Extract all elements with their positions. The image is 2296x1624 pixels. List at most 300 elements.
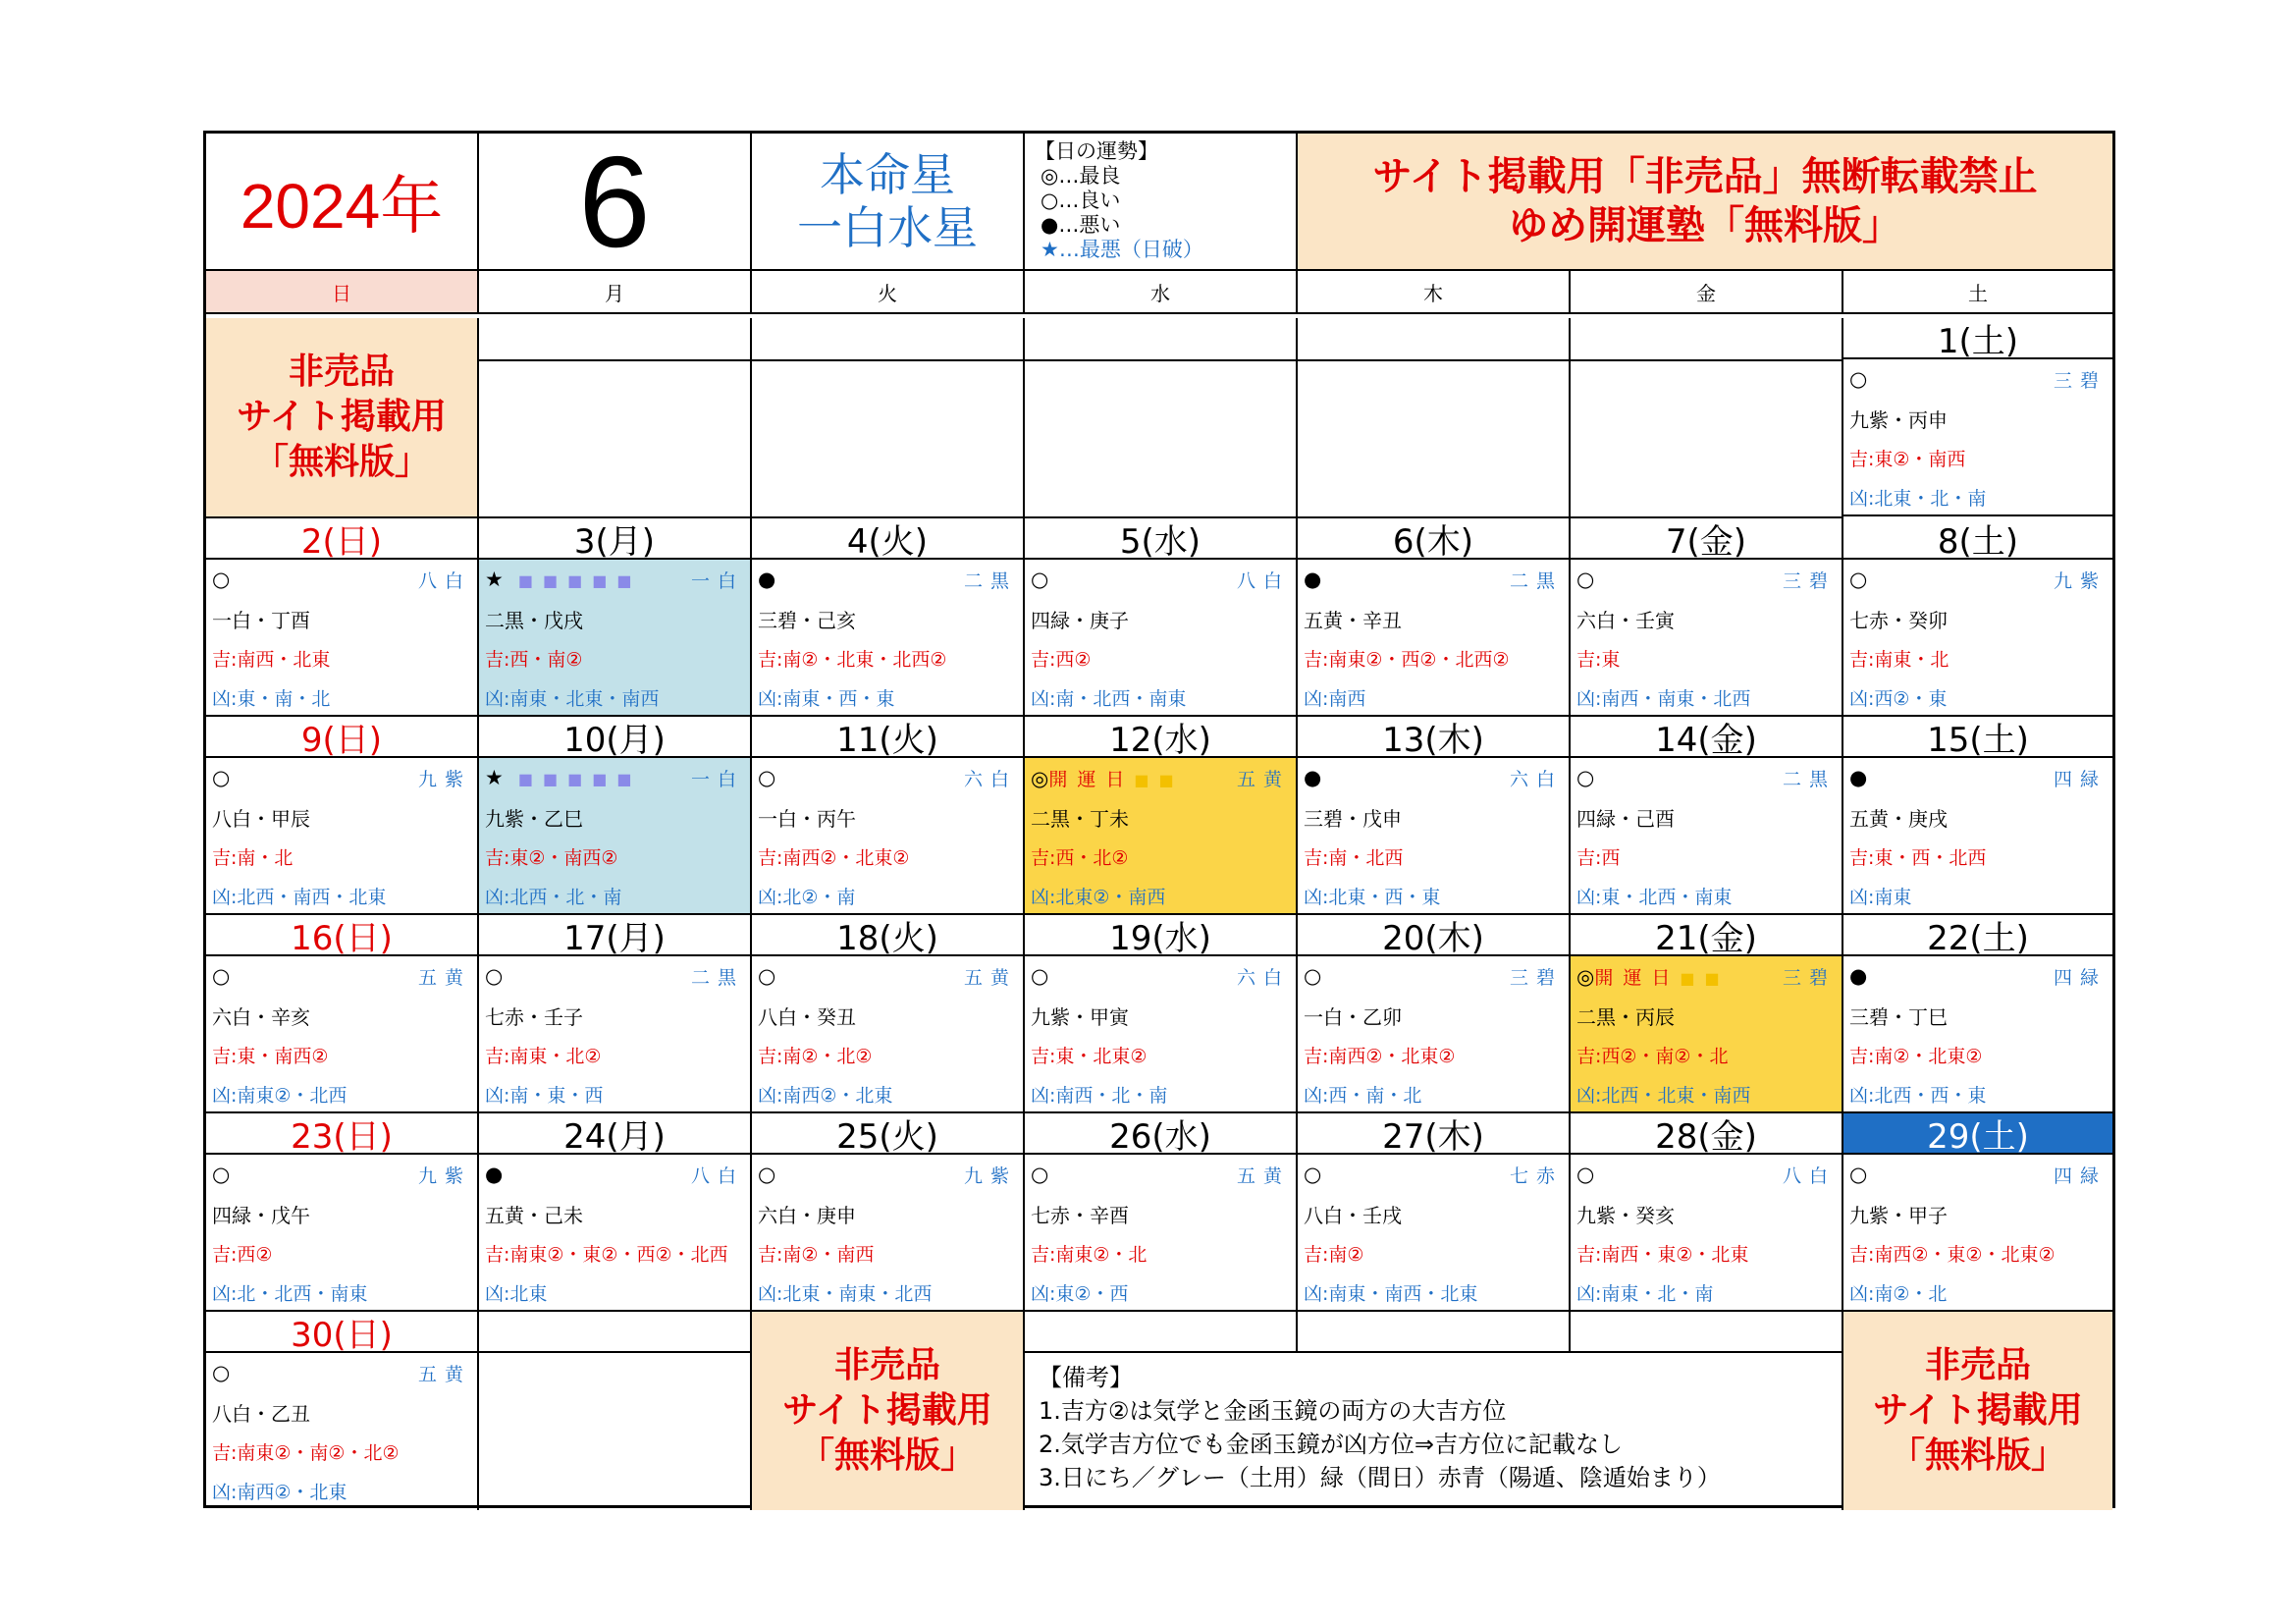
unlucky-direction: 凶:南東 bbox=[1849, 886, 1912, 908]
weekday-header bbox=[1025, 271, 1298, 314]
fortune-mark: ○ bbox=[1849, 1163, 1868, 1186]
date-header bbox=[1843, 1113, 2112, 1155]
weekday-label: 水 bbox=[1150, 281, 1170, 305]
unlucky-direction-row bbox=[212, 1272, 471, 1312]
fortune-mark: ◎ bbox=[1576, 964, 1595, 989]
lucky-direction-row bbox=[758, 837, 1017, 876]
date-header bbox=[1298, 1113, 1571, 1155]
unlucky-direction: 凶:南西 bbox=[1304, 687, 1366, 710]
date-label: 16(日) bbox=[291, 918, 393, 956]
fortune-row bbox=[1031, 560, 1290, 599]
kyusei-star: 一白 bbox=[690, 569, 744, 592]
fortune-left bbox=[485, 1163, 503, 1186]
eto-row bbox=[485, 1194, 744, 1233]
unlucky-direction-row bbox=[1304, 1074, 1563, 1113]
fortune-mark: ● bbox=[1304, 766, 1322, 789]
unlucky-direction-row bbox=[485, 677, 744, 717]
lucky-direction-row bbox=[485, 638, 744, 677]
lucky-direction: 吉:南②・北② bbox=[758, 1045, 873, 1067]
lucky-direction-row bbox=[1849, 1233, 2107, 1272]
date-header bbox=[1843, 318, 2112, 359]
remarks-line-2: 2.気学吉方位でも金函玉鏡が凶方位⇒吉方位に記載なし bbox=[1039, 1431, 1624, 1458]
date-label: 26(水) bbox=[1109, 1116, 1211, 1155]
eto-row bbox=[1576, 1194, 1836, 1233]
eto-row bbox=[1849, 797, 2107, 837]
eto-row bbox=[758, 1194, 1017, 1233]
fortune-left bbox=[485, 568, 642, 591]
lucky-direction: 吉:南東②・北 bbox=[1031, 1243, 1148, 1266]
fortune-row bbox=[1031, 758, 1290, 797]
date-header bbox=[1298, 915, 1571, 956]
date-header bbox=[1298, 518, 1571, 560]
day-cell bbox=[1571, 758, 1843, 915]
lucky-direction: 吉:東・西・北西 bbox=[1849, 846, 1987, 869]
day-cell bbox=[752, 1155, 1025, 1312]
eto-row bbox=[1849, 599, 2107, 638]
lucky-direction: 吉:西②・南②・北 bbox=[1576, 1045, 1729, 1067]
date-label: 17(月) bbox=[563, 918, 666, 956]
lucky-direction-row bbox=[1031, 1035, 1290, 1074]
ad-line2: サイト掲載用 bbox=[237, 397, 447, 437]
eto-row bbox=[758, 599, 1017, 638]
eto-row bbox=[1031, 996, 1290, 1035]
day-cell bbox=[1298, 560, 1571, 717]
unlucky-direction-row bbox=[1304, 876, 1563, 915]
lucky-direction: 吉:南西②・北東② bbox=[758, 846, 910, 869]
empty-day-body bbox=[1025, 361, 1298, 518]
kyusei-star: 二黒 bbox=[690, 966, 744, 989]
day-cell bbox=[1298, 758, 1571, 915]
unlucky-direction: 凶:北・北西・南東 bbox=[212, 1282, 368, 1305]
unlucky-direction-row bbox=[1849, 1272, 2107, 1312]
eto-row bbox=[485, 797, 744, 837]
date-header bbox=[1843, 518, 2112, 560]
fortune-mark: ○ bbox=[1576, 568, 1595, 591]
eto-label: 八白・壬戌 bbox=[1304, 1203, 1402, 1227]
fortune-mark: ● bbox=[1304, 568, 1322, 591]
lucky-direction-row bbox=[1849, 1035, 2107, 1074]
fortune-mark: ○ bbox=[758, 964, 776, 988]
unlucky-direction-row bbox=[212, 1471, 471, 1510]
honmei-star bbox=[752, 134, 1025, 271]
eto-row bbox=[485, 996, 744, 1035]
eto-row bbox=[1031, 797, 1290, 837]
fortune-left bbox=[212, 964, 230, 988]
kyusei-star: 四緑 bbox=[2053, 768, 2107, 790]
eto-label: 九紫・乙巳 bbox=[485, 806, 583, 831]
fortune-mark: ● bbox=[1849, 766, 1868, 789]
fortune-row bbox=[212, 1155, 471, 1194]
kyusei-star: 七赤 bbox=[1509, 1164, 1563, 1187]
unlucky-direction-row bbox=[1849, 677, 2107, 717]
lucky-direction: 吉:南東・北 bbox=[1849, 648, 1949, 671]
fortune-mark: ○ bbox=[1576, 1163, 1595, 1186]
date-label: 13(木) bbox=[1382, 720, 1484, 758]
date-header bbox=[1571, 717, 1843, 758]
kyusei-star: 四緑 bbox=[2053, 966, 2107, 989]
lucky-direction-row bbox=[758, 1035, 1017, 1074]
fortune-row bbox=[212, 758, 471, 797]
eto-row bbox=[1304, 599, 1563, 638]
kyusei-star: 八白 bbox=[1782, 1164, 1836, 1187]
weekday-header bbox=[1843, 271, 2112, 314]
eto-row bbox=[758, 797, 1017, 837]
eto-row bbox=[1849, 996, 2107, 1035]
eto-label: 七赤・癸卯 bbox=[1849, 608, 1948, 632]
fortune-row bbox=[1576, 758, 1836, 797]
eto-row bbox=[212, 996, 471, 1035]
fortune-left bbox=[1576, 568, 1594, 591]
fortune-left bbox=[1849, 367, 1867, 391]
kyusei-star: 九紫 bbox=[963, 1164, 1017, 1187]
eto-row bbox=[1576, 797, 1836, 837]
kyusei-star: 九紫 bbox=[2053, 569, 2107, 592]
date-header bbox=[206, 1312, 479, 1353]
date-header bbox=[1025, 1113, 1298, 1155]
fortune-left bbox=[212, 766, 230, 789]
unlucky-direction: 凶:南西②・北東 bbox=[758, 1084, 893, 1107]
legend-worst: ★…最悪（日破） bbox=[1041, 238, 1203, 261]
empty-date-header bbox=[479, 1312, 752, 1353]
remarks-title: 【備考】 bbox=[1039, 1364, 1133, 1391]
eto-label: 六白・庚申 bbox=[758, 1203, 856, 1227]
day-cell bbox=[1843, 956, 2112, 1113]
lucky-direction-row bbox=[1304, 1035, 1563, 1074]
month-number bbox=[479, 134, 752, 271]
year-title bbox=[206, 134, 479, 271]
unlucky-direction-row bbox=[758, 677, 1017, 717]
fortune-left bbox=[1576, 766, 1594, 789]
honmei-line1: 本命星 bbox=[820, 148, 955, 201]
ad-line2: サイト掲載用 bbox=[1873, 1390, 2083, 1431]
lucky-direction: 吉:南・北 bbox=[212, 846, 294, 869]
date-header bbox=[206, 518, 479, 560]
fortune-mark: ○ bbox=[1031, 568, 1049, 591]
kyusei-star: 五黄 bbox=[963, 966, 1017, 989]
fortune-left bbox=[212, 568, 230, 591]
lucky-direction-row bbox=[1576, 1233, 1836, 1272]
fortune-mark: ○ bbox=[1304, 1163, 1322, 1186]
date-label: 7(金) bbox=[1665, 521, 1747, 560]
unlucky-direction: 凶:北西・南西・北東 bbox=[212, 886, 387, 908]
eto-label: 二黒・戊戌 bbox=[485, 608, 583, 632]
unlucky-direction-row bbox=[1576, 677, 1836, 717]
fortune-mark: ○ bbox=[212, 1163, 231, 1186]
unlucky-direction: 凶:南②・北 bbox=[1849, 1282, 1948, 1305]
remarks-line-1: 1.吉方②は気学と金函玉鏡の両方の大吉方位 bbox=[1039, 1397, 1507, 1425]
weekday-label: 金 bbox=[1696, 281, 1716, 305]
unlucky-direction: 凶:南東・北東・南西 bbox=[485, 687, 660, 710]
remarks-line-row bbox=[1039, 1428, 1842, 1461]
eto-row bbox=[212, 1392, 471, 1432]
kyusei-star: 二黒 bbox=[1509, 569, 1563, 592]
fortune-row bbox=[1849, 1155, 2107, 1194]
kyusei-star: 八白 bbox=[417, 569, 471, 592]
date-label: 10(月) bbox=[563, 720, 666, 758]
eto-label: 九紫・甲子 bbox=[1849, 1203, 1948, 1227]
fortune-mark: ○ bbox=[1849, 568, 1868, 591]
lucky-direction: 吉:東・南西② bbox=[212, 1045, 329, 1067]
day-cell bbox=[1571, 956, 1843, 1113]
ad-line3: 「無料版」 bbox=[1889, 1435, 2066, 1476]
lucky-direction-row bbox=[1576, 837, 1836, 876]
fortune-left bbox=[1576, 1163, 1594, 1186]
day-cell bbox=[479, 1155, 752, 1312]
fortune-mark: ◎ bbox=[1031, 766, 1049, 790]
date-label: 18(火) bbox=[836, 918, 938, 956]
unlucky-direction: 凶:南東・北・南 bbox=[1576, 1282, 1714, 1305]
kyusei-star: 三碧 bbox=[2053, 369, 2107, 392]
weekday-label: 土 bbox=[1968, 281, 1988, 305]
fortune-row bbox=[758, 1155, 1017, 1194]
lucky-direction: 吉:東②・南西② bbox=[485, 846, 618, 869]
kyusei-star: 二黒 bbox=[963, 569, 1017, 592]
lucky-direction-row bbox=[1849, 438, 2107, 477]
date-header bbox=[479, 1113, 752, 1155]
date-header bbox=[1843, 915, 2112, 956]
unlucky-direction-row bbox=[1576, 876, 1836, 915]
lucky-direction: 吉:南西②・東②・北東② bbox=[1849, 1243, 2056, 1266]
unlucky-direction: 凶:南東・南西・北東 bbox=[1304, 1282, 1478, 1305]
lucky-direction-row bbox=[212, 638, 471, 677]
day-cell bbox=[1571, 560, 1843, 717]
fortune-left bbox=[1849, 766, 1867, 789]
lucky-direction-row bbox=[1031, 1233, 1290, 1272]
weekday-label: 日 bbox=[332, 281, 351, 305]
ad-line3: 「無料版」 bbox=[798, 1435, 976, 1476]
fortune-row bbox=[1576, 956, 1836, 996]
unlucky-direction-row bbox=[212, 1074, 471, 1113]
unlucky-direction: 凶:北西・西・東 bbox=[1849, 1084, 1987, 1107]
eto-row bbox=[758, 996, 1017, 1035]
eto-label: 一白・丙午 bbox=[758, 806, 856, 831]
day-cell bbox=[479, 560, 752, 717]
date-header bbox=[1025, 518, 1298, 560]
lucky-direction: 吉:東 bbox=[1576, 648, 1621, 671]
eto-row bbox=[1576, 599, 1836, 638]
weekday-label: 月 bbox=[605, 281, 624, 305]
kyusei-star: 八白 bbox=[690, 1164, 744, 1187]
date-label: 5(水) bbox=[1119, 521, 1201, 560]
lucky-direction: 吉:南・北西 bbox=[1304, 846, 1404, 869]
unlucky-direction-row bbox=[1031, 1074, 1290, 1113]
fortune-left bbox=[1304, 964, 1321, 988]
fortune-left bbox=[1304, 1163, 1321, 1186]
fortune-row bbox=[1031, 956, 1290, 996]
fortune-left bbox=[1576, 963, 1730, 990]
empty-date-header bbox=[1298, 318, 1571, 361]
unlucky-direction: 凶:北西・北・南 bbox=[485, 886, 622, 908]
date-label: 6(木) bbox=[1392, 521, 1474, 560]
kyusei-star: 四緑 bbox=[2053, 1164, 2107, 1187]
ad-block bbox=[1843, 1312, 2112, 1510]
unlucky-direction: 凶:南・東・西 bbox=[485, 1084, 604, 1107]
lucky-direction: 吉:南西②・北東② bbox=[1304, 1045, 1456, 1067]
fortune-mark: ○ bbox=[1304, 964, 1322, 988]
lucky-direction: 吉:南② bbox=[1304, 1243, 1364, 1266]
eto-row bbox=[1304, 797, 1563, 837]
day-cell bbox=[1843, 1155, 2112, 1312]
month-label: 6 bbox=[578, 134, 651, 271]
fortune-row bbox=[1849, 359, 2107, 399]
lucky-direction-row bbox=[1849, 638, 2107, 677]
eto-label: 一白・乙卯 bbox=[1304, 1004, 1402, 1029]
ad-line1: 非売品 bbox=[288, 352, 395, 392]
unlucky-direction-row bbox=[485, 1272, 744, 1312]
kyusei-star: 六白 bbox=[963, 768, 1017, 790]
empty-date-header bbox=[1571, 318, 1843, 361]
fortune-row bbox=[1576, 560, 1836, 599]
weekday-header bbox=[1571, 271, 1843, 314]
fortune-left bbox=[758, 766, 775, 789]
ad-block bbox=[206, 318, 479, 518]
eto-label: 四緑・己酉 bbox=[1576, 806, 1675, 831]
unlucky-direction: 凶:西・南・北 bbox=[1304, 1084, 1422, 1107]
unlucky-direction-row bbox=[1849, 876, 2107, 915]
unlucky-direction-row bbox=[1304, 677, 1563, 717]
date-label: 14(金) bbox=[1655, 720, 1757, 758]
unlucky-direction: 凶:北東②・南西 bbox=[1031, 886, 1166, 908]
unlucky-direction: 凶:南西②・北東 bbox=[212, 1481, 347, 1503]
day-cell bbox=[206, 1155, 479, 1312]
kyusei-star: 六白 bbox=[1236, 966, 1290, 989]
unlucky-direction-row bbox=[1031, 1272, 1290, 1312]
date-label: 25(火) bbox=[836, 1116, 938, 1155]
fortune-mark: ○ bbox=[758, 1163, 776, 1186]
fortune-mark: ○ bbox=[1849, 367, 1868, 391]
date-header bbox=[1025, 717, 1298, 758]
fortune-mark: ○ bbox=[212, 568, 231, 591]
lucky-direction: 吉:南東②・南②・北② bbox=[212, 1441, 400, 1464]
eto-row bbox=[1031, 1194, 1290, 1233]
fortune-left bbox=[758, 964, 775, 988]
kyusei-star: 五黄 bbox=[417, 1363, 471, 1385]
eto-row bbox=[1576, 996, 1836, 1035]
calendar bbox=[203, 131, 2115, 1508]
notice-line1: サイト掲載用「非売品」無断転載禁止 bbox=[1372, 154, 2038, 199]
unlucky-direction-row bbox=[1849, 1074, 2107, 1113]
unlucky-direction-row bbox=[758, 1074, 1017, 1113]
fortune-row bbox=[485, 560, 744, 599]
legend-good: ○…良い bbox=[1041, 189, 1121, 212]
fortune-row bbox=[212, 560, 471, 599]
unlucky-direction: 凶:北東 bbox=[485, 1282, 548, 1305]
unlucky-direction: 凶:南西・北・南 bbox=[1031, 1084, 1168, 1107]
unlucky-direction: 凶:東②・西 bbox=[1031, 1282, 1129, 1305]
date-header bbox=[752, 717, 1025, 758]
fortune-left bbox=[1031, 568, 1048, 591]
kyusei-star: 九紫 bbox=[417, 768, 471, 790]
lucky-direction-row bbox=[1576, 1035, 1836, 1074]
unlucky-direction-row bbox=[212, 876, 471, 915]
fortune-legend bbox=[1025, 134, 1298, 271]
fortune-left bbox=[1849, 1163, 1867, 1186]
eto-label: 七赤・壬子 bbox=[485, 1004, 583, 1029]
date-header bbox=[752, 518, 1025, 560]
eto-row bbox=[212, 1194, 471, 1233]
day-cell bbox=[206, 758, 479, 915]
fortune-row bbox=[485, 758, 744, 797]
fortune-mark: ● bbox=[485, 1163, 504, 1186]
unlucky-direction: 凶:南・北西・南東 bbox=[1031, 687, 1187, 710]
fortune-row bbox=[1304, 956, 1563, 996]
eto-row bbox=[1849, 399, 2107, 438]
eto-label: 五黄・辛丑 bbox=[1304, 608, 1402, 632]
fortune-left bbox=[1849, 964, 1867, 988]
fortune-row bbox=[212, 1353, 471, 1392]
eto-row bbox=[1304, 996, 1563, 1035]
day-cell bbox=[479, 956, 752, 1113]
unlucky-direction: 凶:北東・北・南 bbox=[1849, 487, 1987, 510]
unlucky-direction-row bbox=[485, 1074, 744, 1113]
kaiun-dots: ■■ bbox=[1134, 770, 1184, 789]
kyusei-star: 一白 bbox=[690, 768, 744, 790]
kyusei-star: 三碧 bbox=[1782, 569, 1836, 592]
fortune-left bbox=[1031, 964, 1048, 988]
unlucky-direction: 凶:東・南・北 bbox=[212, 687, 331, 710]
remarks-line-row bbox=[1039, 1461, 1842, 1494]
eto-label: 二黒・丁未 bbox=[1031, 806, 1129, 831]
unlucky-direction-row bbox=[758, 1272, 1017, 1312]
eto-label: 三碧・戊申 bbox=[1304, 806, 1402, 831]
eto-label: 八白・甲辰 bbox=[212, 806, 310, 831]
eto-label: 三碧・己亥 bbox=[758, 608, 856, 632]
remarks-title-row bbox=[1039, 1361, 1842, 1394]
lucky-direction-row bbox=[1304, 837, 1563, 876]
fortune-row bbox=[758, 560, 1017, 599]
unlucky-direction-row bbox=[1849, 477, 2107, 516]
legend-best: ◎…最良 bbox=[1041, 164, 1121, 188]
fortune-mark: ○ bbox=[1031, 964, 1049, 988]
fortune-mark: ○ bbox=[212, 964, 231, 988]
eto-label: 一白・丁酉 bbox=[212, 608, 310, 632]
unlucky-direction-row bbox=[1576, 1272, 1836, 1312]
date-label: 2(日) bbox=[300, 521, 383, 560]
kaiun-dots: ■■ bbox=[1680, 968, 1730, 988]
lucky-direction: 吉:南②・北東② bbox=[1849, 1045, 1983, 1067]
lucky-direction: 吉:南西・北東 bbox=[212, 648, 331, 671]
date-header bbox=[1571, 1113, 1843, 1155]
eto-row bbox=[1304, 1194, 1563, 1233]
empty-date-header bbox=[479, 318, 752, 361]
fortune-left bbox=[1304, 568, 1321, 591]
empty-date-header bbox=[752, 318, 1025, 361]
lucky-direction: 吉:南東②・東②・西②・北西 bbox=[485, 1243, 728, 1266]
fortune-row bbox=[1849, 956, 2107, 996]
lucky-direction-row bbox=[1304, 638, 1563, 677]
day-cell bbox=[752, 560, 1025, 717]
date-header bbox=[1843, 717, 2112, 758]
lucky-direction-row bbox=[1304, 1233, 1563, 1272]
day-cell bbox=[1025, 560, 1298, 717]
unlucky-direction: 凶:南西・南東・北西 bbox=[1576, 687, 1751, 710]
fortune-row bbox=[1849, 560, 2107, 599]
fortune-row bbox=[758, 956, 1017, 996]
year-label: 2024年 bbox=[240, 171, 444, 242]
date-label: 4(火) bbox=[846, 521, 929, 560]
day-cell bbox=[1843, 560, 2112, 717]
day-cell bbox=[479, 758, 752, 915]
fortune-mark: ○ bbox=[1576, 766, 1595, 789]
fortune-left bbox=[485, 964, 503, 988]
day-cell bbox=[206, 1353, 479, 1510]
weekday-header bbox=[1298, 271, 1571, 314]
lucky-direction-row bbox=[485, 837, 744, 876]
eto-label: 三碧・丁巳 bbox=[1849, 1004, 1948, 1029]
kyusei-star: 九紫 bbox=[417, 1164, 471, 1187]
unlucky-direction-row bbox=[1304, 1272, 1563, 1312]
fortune-mark: ● bbox=[1849, 964, 1868, 988]
